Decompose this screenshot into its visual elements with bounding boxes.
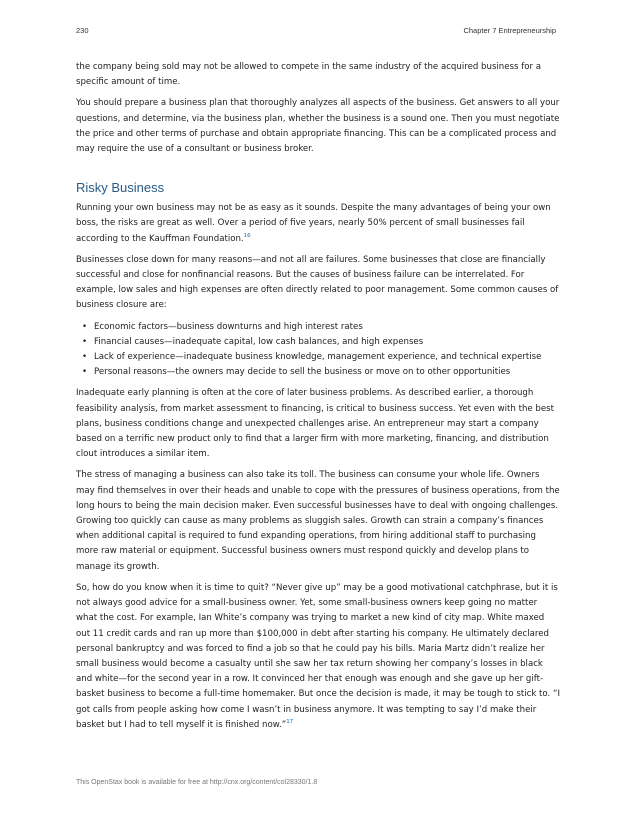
section-paragraph-3: Inadequate early planning is often at the core of later business problems. As described earlier, a thorough feasibility analysis, from market assessment to financing, is critical to business success. Yet even with the best plans, business conditions change and unexpected challenges arise. An entrepreneur may start a company based on a terrific new product only to find that a larger firm with more marketing, financing, and distribution clout introduces a similar item.	[76, 388, 555, 460]
footnote-ref-17[interactable]: 17	[286, 718, 294, 725]
intro-paragraph-1: the company being sold may not be allowed to compete in the same industry of the acquired business for a specific amount of time.	[76, 62, 542, 88]
section-heading: Risky Business	[76, 180, 165, 196]
list-item-text: Lack of experience—inadequate business knowledge, management experience, and technical expertise	[94, 352, 542, 363]
bullet-icon: •	[82, 367, 88, 378]
closure-causes-list	[76, 320, 560, 381]
list-item	[82, 350, 560, 365]
list-item	[82, 320, 560, 335]
bullet-icon: •	[82, 336, 88, 347]
chapter-title: Chapter 7 Entrepreneurship	[463, 26, 556, 35]
list-item-text: Economic factors—business downturns and high interest rates	[94, 321, 363, 332]
page-content	[76, 60, 560, 739]
page-footer: This OpenStax book is available for free at http://cnx.org/content/col28330/1.8	[76, 779, 318, 786]
section-paragraph-5-text: So, how do you know when it is time to quit? “Never give up” may be a good motivational catchphrase, but it is not always good advice for a small-business owner. Yet, some small-business owners keep going no matter what the cost. For example, Ian White’s company was trying to market a new kind of city map. White maxed out 11 credit cards and ran up more than $100,000 in debt after starting his company. He ultimately declared personal bankruptcy and was forced to find a job so that he could pay his bills. Maria Martz didn’t realize her small business would become a casualty until she saw her tax return showing her company’s losses in black and white—for the second year in a row. It convinced her that enough was enough and she gave up her gift-basket business to become a full-time homemaker. But once the decision is made, it may be tough to stick to. “I got calls from people asking how come I wasn’t in business anymore. It was tempting to say I’d make their basket but I had to tell myself it is finished now.”	[76, 582, 560, 730]
list-item-text: Financial causes—inadequate capital, low cash balances, and high expenses	[94, 336, 424, 347]
section-paragraph-4: The stress of managing a business can also take its toll. The business can consume your whole life. Owners may find themselves in over their heads and unable to cope with the pressures of business operations, from the long hours to being the main decision maker. Even successful businesses have to deal with ongoing challenges. Growing too quickly can cause as many problems as sluggish sales. Growth can strain a company’s finances when additional capital is required to fund expanding operations, from hiring additional staff to purchasing more raw material or equipment. Successful business owners must respond quickly and develop plans to manage its growth.	[76, 470, 560, 572]
section-paragraph-1-text: Running your own business may not be as easy as it sounds. Despite the many advantages of being your own boss, the risks are great as well. Over a period of five years, nearly 50% percent of small businesses fail according to the Kauffman Foundation.	[76, 203, 551, 244]
page-number: 230	[76, 26, 89, 35]
section-paragraph-5	[76, 581, 560, 733]
footnote-ref-16[interactable]: 16	[243, 232, 251, 239]
section-paragraph-2: Businesses close down for many reasons—and not all are failures. Some businesses that close are financially successful and close for nonfinancial reasons. But the causes of business failure can be interrelated. For example, low sales and high expenses are often directly related to poor management. Some common causes of business closure are:	[76, 254, 559, 311]
list-item	[82, 335, 560, 350]
list-item	[82, 365, 560, 380]
list-item-text: Personal reasons—the owners may decide to sell the business or move on to other opportunities	[94, 367, 511, 378]
bullet-icon: •	[82, 321, 88, 332]
intro-paragraph-2: You should prepare a business plan that thoroughly analyzes all aspects of the business. Get answers to all your questions, and determine, via the business plan, whether the business is a sound one. Then you must negotiate the price and other terms of purchase and obtain appropriate financing. This can be a complicated process and may require the use of a consultant or business broker.	[76, 98, 560, 155]
section-paragraph-1	[76, 201, 560, 247]
bullet-icon: •	[82, 352, 88, 363]
